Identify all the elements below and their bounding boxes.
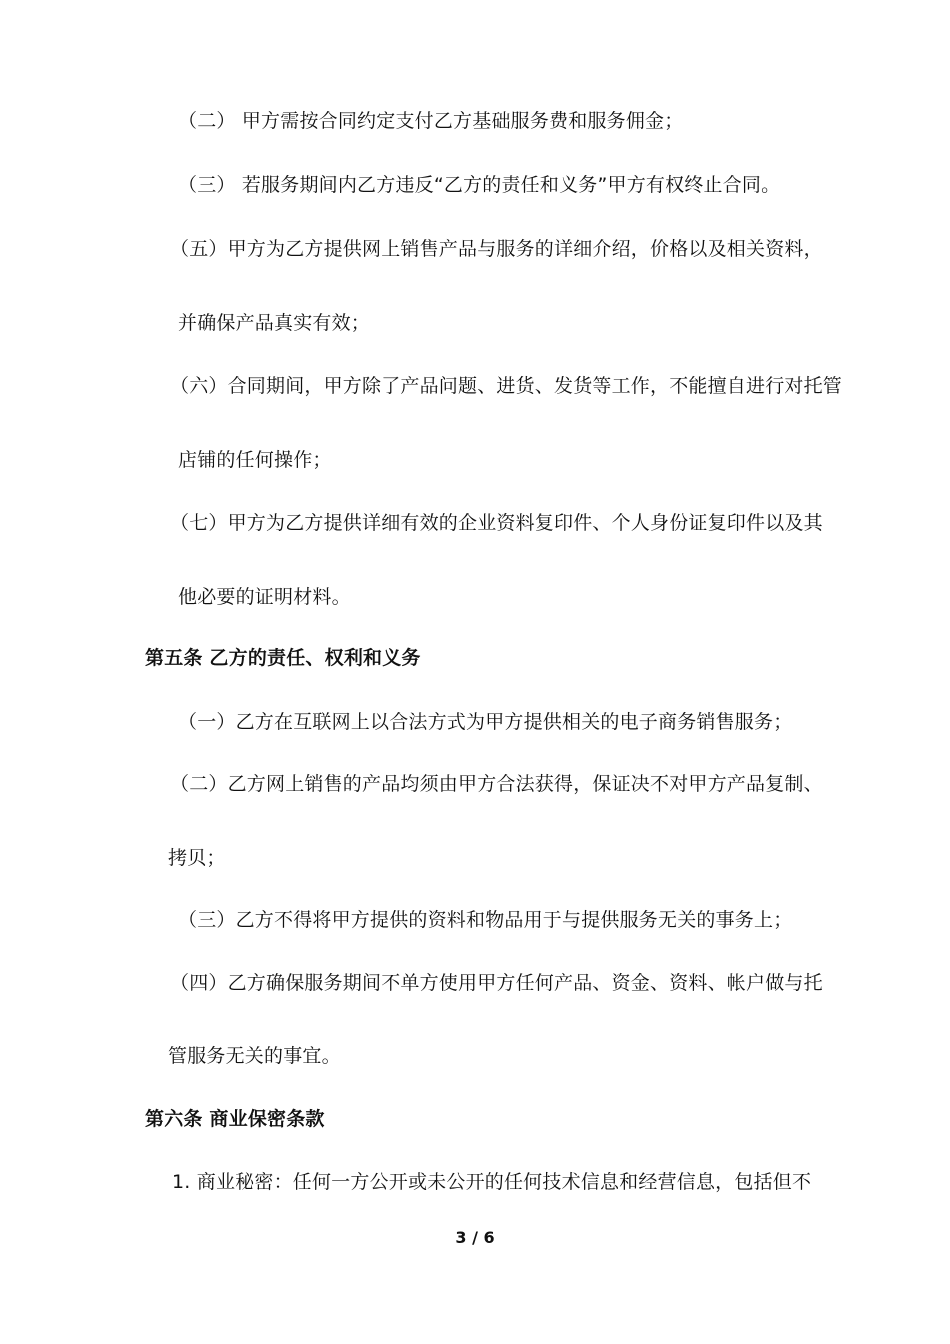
clause-4-item-7-cont: 他必要的证明材料。	[178, 586, 351, 608]
clause-5-item-2: （二）乙方网上销售的产品均须由甲方合法获得，保证决不对甲方产品复制、	[170, 773, 823, 795]
clause-5-item-4: （四）乙方确保服务期间不单方使用甲方任何产品、资金、资料、帐户做与托	[170, 972, 823, 994]
clause-4-item-2: （二） 甲方需按合同约定支付乙方基础服务费和服务佣金；	[178, 110, 684, 132]
clause-4-item-6: （六）合同期间，甲方除了产品问题、进货、发货等工作，不能擅自进行对托管	[170, 375, 843, 397]
article-5-heading: 第五条 乙方的责任、权利和义务	[145, 647, 421, 669]
page-indicator: 3 / 6	[455, 1228, 495, 1247]
clause-4-item-6-cont: 店铺的任何操作；	[178, 449, 332, 471]
clause-5-item-1: （一）乙方在互联网上以合法方式为甲方提供相关的电子商务销售服务；	[178, 711, 793, 733]
clause-4-item-5-cont: 并确保产品真实有效；	[178, 312, 371, 334]
clause-4-item-3: （三） 若服务期间内乙方违反“乙方的责任和义务”甲方有权终止合同。	[178, 174, 781, 196]
clause-5-item-4-cont: 管服务无关的事宜。	[168, 1045, 341, 1067]
clause-4-item-7: （七）甲方为乙方提供详细有效的企业资料复印件、个人身份证复印件以及其	[170, 512, 823, 534]
clause-6-item-1: 1. 商业秘密：任何一方公开或未公开的任何技术信息和经营信息，包括但不	[172, 1171, 812, 1193]
clause-5-item-2-cont: 拷贝；	[168, 847, 226, 869]
clause-5-item-3: （三）乙方不得将甲方提供的资料和物品用于与提供服务无关的事务上；	[178, 909, 793, 931]
article-6-heading: 第六条 商业保密条款	[145, 1108, 325, 1130]
clause-4-item-5: （五）甲方为乙方提供网上销售产品与服务的详细介绍，价格以及相关资料，	[170, 238, 823, 260]
